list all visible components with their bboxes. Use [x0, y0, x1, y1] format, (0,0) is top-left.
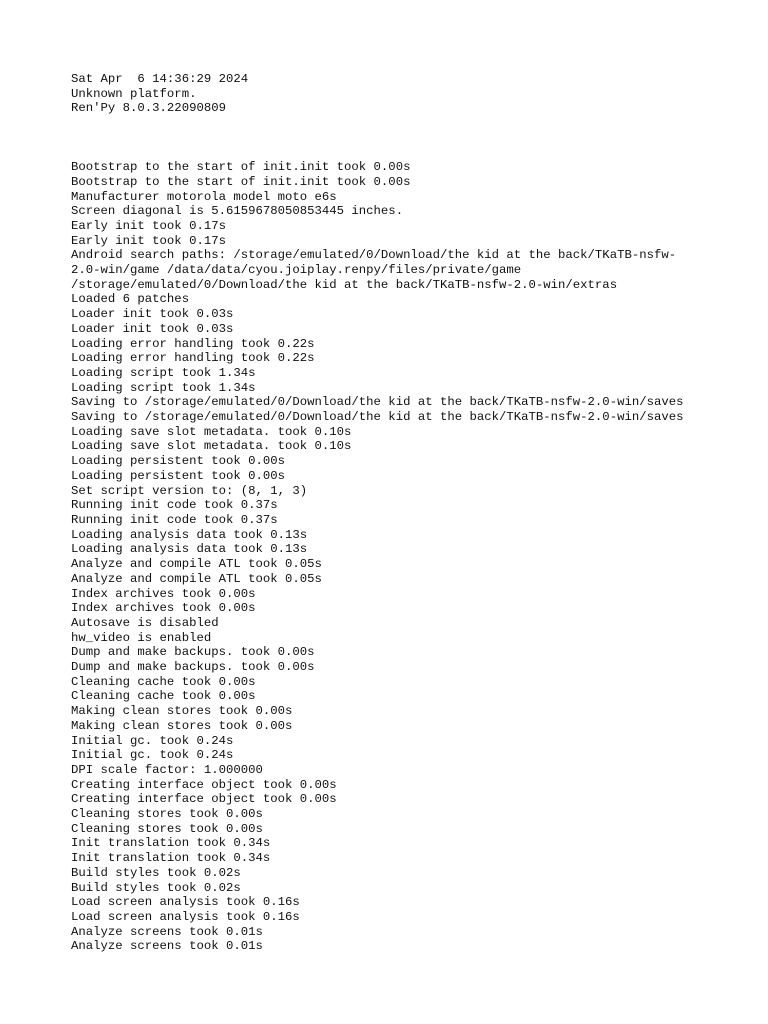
log-line: Analyze and compile ATL took 0.05s: [71, 571, 322, 586]
log-line: 2.0-win/game /data/data/cyou.joiplay.renpy/files/private/game: [71, 263, 522, 278]
log-document: [71, 72, 751, 954]
log-line: Early init took 0.17s: [71, 218, 226, 233]
log-line: Loading save slot metadata. took 0.10s: [71, 424, 352, 439]
log-line: Init translation took 0.34s: [71, 851, 271, 866]
log-line: Index archives took 0.00s: [71, 586, 256, 601]
log-line: Android search paths: /storage/emulated/0/Download/the kid at the back/TKaTB-nsfw-: [71, 248, 677, 263]
header-line: Sat Apr 6 14:36:29 2024: [71, 72, 249, 86]
log-line: DPI scale factor: 1.000000: [71, 762, 263, 777]
log-line: Loading error handling took 0.22s: [71, 351, 315, 366]
log-line: Build styles took 0.02s: [71, 880, 241, 895]
log-line: Saving to /storage/emulated/0/Download/the kid at the back/TKaTB-nsfw-2.0-win/saves: [71, 410, 684, 425]
log-body: [71, 160, 751, 954]
log-line: Cleaning stores took 0.00s: [71, 807, 263, 822]
log-line: Loading persistent took 0.00s: [71, 454, 286, 469]
log-line: Index archives took 0.00s: [71, 601, 256, 616]
log-line: Cleaning cache took 0.00s: [71, 674, 256, 689]
log-line: Saving to /storage/emulated/0/Download/the kid at the back/TKaTB-nsfw-2.0-win/saves: [71, 395, 684, 410]
log-line: Loading analysis data took 0.13s: [71, 542, 308, 557]
log-line: Init translation took 0.34s: [71, 836, 271, 851]
log-line: Making clean stores took 0.00s: [71, 718, 293, 733]
log-line: Set script version to: (8, 1, 3): [71, 483, 308, 498]
log-line: Dump and make backups. took 0.00s: [71, 645, 315, 660]
log-line: Initial gc. took 0.24s: [71, 733, 234, 748]
log-line: Bootstrap to the start of init.init took 0.00s: [71, 174, 411, 189]
log-line: Analyze and compile ATL took 0.05s: [71, 557, 322, 572]
log-line: Build styles took 0.02s: [71, 865, 241, 880]
log-line: Cleaning stores took 0.00s: [71, 821, 263, 836]
header-line: Ren'Py 8.0.3.22090809: [71, 101, 226, 116]
log-line: Load screen analysis took 0.16s: [71, 909, 300, 924]
log-line: Running init code took 0.37s: [71, 512, 278, 527]
log-line: Loading persistent took 0.00s: [71, 468, 286, 483]
log-line: Bootstrap to the start of init.init took 0.00s: [71, 160, 411, 175]
log-line: Initial gc. took 0.24s: [71, 748, 234, 763]
log-line: Screen diagonal is 5.6159678050853445 inches.: [71, 204, 404, 219]
blank-gap: [71, 116, 751, 160]
log-line: Autosave is disabled: [71, 615, 219, 630]
log-line: Loading script took 1.34s: [71, 380, 256, 395]
header-line: Unknown platform.: [71, 86, 197, 101]
log-line: Loaded 6 patches: [71, 292, 190, 307]
log-line: Analyze screens took 0.01s: [71, 939, 263, 954]
log-line: Manufacturer motorola model moto e6s: [71, 189, 337, 204]
log-line: Making clean stores took 0.00s: [71, 704, 293, 719]
log-line: Loader init took 0.03s: [71, 307, 234, 322]
log-line: Loading error handling took 0.22s: [71, 336, 315, 351]
log-line: Dump and make backups. took 0.00s: [71, 660, 315, 675]
log-line: Load screen analysis took 0.16s: [71, 895, 300, 910]
log-line: Analyze screens took 0.01s: [71, 924, 263, 939]
log-line: Creating interface object took 0.00s: [71, 792, 337, 807]
log-line: Loader init took 0.03s: [71, 321, 234, 336]
log-line: Running init code took 0.37s: [71, 498, 278, 513]
log-line: hw_video is enabled: [71, 630, 212, 645]
log-line: Loading analysis data took 0.13s: [71, 527, 308, 542]
log-line: /storage/emulated/0/Download/the kid at the back/TKaTB-nsfw-2.0-win/extras: [71, 277, 618, 292]
log-line: Cleaning cache took 0.00s: [71, 689, 256, 704]
log-header: [71, 72, 751, 116]
log-line: Early init took 0.17s: [71, 233, 226, 248]
log-line: Creating interface object took 0.00s: [71, 777, 337, 792]
log-line: Loading save slot metadata. took 0.10s: [71, 439, 352, 454]
log-line: Loading script took 1.34s: [71, 365, 256, 380]
